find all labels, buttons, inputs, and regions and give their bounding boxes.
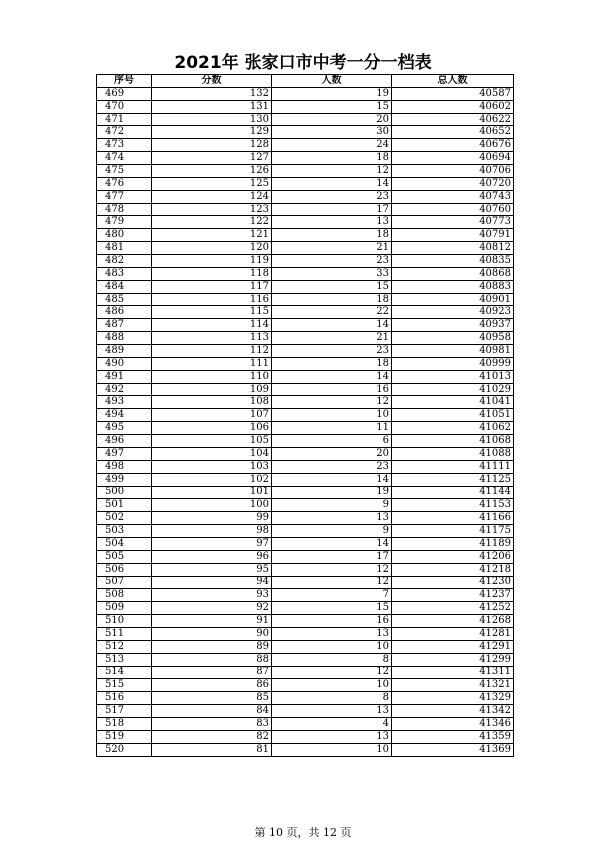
cell-seq: 471 — [97, 113, 152, 126]
cell-total: 41237 — [392, 589, 514, 602]
cell-seq: 509 — [97, 602, 152, 615]
cell-seq: 497 — [97, 447, 152, 460]
cell-seq: 514 — [97, 666, 152, 679]
cell-total: 40773 — [392, 216, 514, 229]
table-header-row — [97, 75, 514, 88]
cell-seq: 494 — [97, 409, 152, 422]
cell-seq: 478 — [97, 203, 152, 216]
cell-count: 13 — [272, 730, 392, 743]
cell-seq: 506 — [97, 563, 152, 576]
cell-count: 23 — [272, 190, 392, 203]
cell-total: 41088 — [392, 447, 514, 460]
cell-count: 14 — [272, 537, 392, 550]
cell-seq: 500 — [97, 486, 152, 499]
table-row — [97, 576, 514, 589]
table-row — [97, 383, 514, 396]
cell-score: 119 — [152, 255, 272, 268]
cell-score: 130 — [152, 113, 272, 126]
cell-count: 8 — [272, 653, 392, 666]
cell-total: 40602 — [392, 100, 514, 113]
cell-total: 41329 — [392, 692, 514, 705]
table-row — [97, 113, 514, 126]
cell-total: 40812 — [392, 242, 514, 255]
cell-count: 17 — [272, 550, 392, 563]
table-row — [97, 730, 514, 743]
cell-score: 108 — [152, 396, 272, 409]
table-row — [97, 100, 514, 113]
cell-score: 131 — [152, 100, 272, 113]
cell-score: 126 — [152, 165, 272, 178]
cell-count: 24 — [272, 139, 392, 152]
cell-count: 23 — [272, 345, 392, 358]
table-row — [97, 152, 514, 165]
cell-total: 41029 — [392, 383, 514, 396]
cell-score: 89 — [152, 640, 272, 653]
cell-seq: 482 — [97, 255, 152, 268]
cell-count: 9 — [272, 525, 392, 538]
table-row — [97, 177, 514, 190]
cell-score: 92 — [152, 602, 272, 615]
table-row — [97, 537, 514, 550]
cell-score: 93 — [152, 589, 272, 602]
cell-total: 41291 — [392, 640, 514, 653]
cell-score: 105 — [152, 435, 272, 448]
cell-score: 87 — [152, 666, 272, 679]
table-row — [97, 679, 514, 692]
cell-seq: 495 — [97, 422, 152, 435]
cell-total: 40835 — [392, 255, 514, 268]
cell-count: 14 — [272, 473, 392, 486]
table-row — [97, 460, 514, 473]
cell-count: 13 — [272, 512, 392, 525]
cell-count: 6 — [272, 435, 392, 448]
cell-seq: 510 — [97, 615, 152, 628]
cell-score: 125 — [152, 177, 272, 190]
cell-seq: 499 — [97, 473, 152, 486]
cell-total: 41268 — [392, 615, 514, 628]
table-row — [97, 589, 514, 602]
cell-total: 41359 — [392, 730, 514, 743]
cell-count: 9 — [272, 499, 392, 512]
cell-total: 40587 — [392, 87, 514, 100]
cell-seq: 515 — [97, 679, 152, 692]
table-row — [97, 640, 514, 653]
cell-count: 23 — [272, 255, 392, 268]
cell-seq: 503 — [97, 525, 152, 538]
cell-score: 98 — [152, 525, 272, 538]
cell-seq: 488 — [97, 332, 152, 345]
cell-seq: 512 — [97, 640, 152, 653]
table-row — [97, 512, 514, 525]
cell-count: 12 — [272, 576, 392, 589]
cell-score: 113 — [152, 332, 272, 345]
cell-score: 107 — [152, 409, 272, 422]
cell-count: 13 — [272, 627, 392, 640]
cell-count: 15 — [272, 280, 392, 293]
header-score: 分数 — [152, 75, 272, 88]
cell-seq: 501 — [97, 499, 152, 512]
table-row — [97, 615, 514, 628]
cell-total: 41311 — [392, 666, 514, 679]
cell-score: 132 — [152, 87, 272, 100]
cell-count: 30 — [272, 126, 392, 139]
cell-score: 86 — [152, 679, 272, 692]
cell-score: 88 — [152, 653, 272, 666]
table-row — [97, 280, 514, 293]
cell-total: 40958 — [392, 332, 514, 345]
cell-seq: 516 — [97, 692, 152, 705]
cell-seq: 520 — [97, 743, 152, 756]
table-row — [97, 692, 514, 705]
cell-seq: 492 — [97, 383, 152, 396]
cell-total: 41218 — [392, 563, 514, 576]
cell-seq: 507 — [97, 576, 152, 589]
cell-count: 33 — [272, 267, 392, 280]
cell-count: 18 — [272, 229, 392, 242]
page-title: 2021年 张家口市中考一分一档表 — [174, 53, 432, 73]
cell-count: 16 — [272, 615, 392, 628]
header-count: 人数 — [272, 75, 392, 88]
cell-seq: 476 — [97, 177, 152, 190]
cell-seq: 479 — [97, 216, 152, 229]
cell-seq: 517 — [97, 705, 152, 718]
cell-score: 129 — [152, 126, 272, 139]
cell-count: 20 — [272, 113, 392, 126]
cell-total: 40883 — [392, 280, 514, 293]
cell-seq: 469 — [97, 87, 152, 100]
cell-total: 41281 — [392, 627, 514, 640]
cell-seq: 496 — [97, 435, 152, 448]
cell-count: 14 — [272, 177, 392, 190]
cell-seq: 505 — [97, 550, 152, 563]
cell-total: 41013 — [392, 370, 514, 383]
cell-total: 40720 — [392, 177, 514, 190]
table-row — [97, 550, 514, 563]
cell-seq: 518 — [97, 717, 152, 730]
table-row — [97, 332, 514, 345]
cell-count: 7 — [272, 589, 392, 602]
cell-count: 20 — [272, 447, 392, 460]
cell-count: 13 — [272, 216, 392, 229]
cell-count: 11 — [272, 422, 392, 435]
cell-score: 81 — [152, 743, 272, 756]
cell-total: 40937 — [392, 319, 514, 332]
cell-total: 41051 — [392, 409, 514, 422]
cell-score: 94 — [152, 576, 272, 589]
cell-score: 90 — [152, 627, 272, 640]
cell-count: 18 — [272, 357, 392, 370]
cell-count: 8 — [272, 692, 392, 705]
cell-total: 41206 — [392, 550, 514, 563]
cell-score: 82 — [152, 730, 272, 743]
cell-count: 13 — [272, 705, 392, 718]
cell-score: 109 — [152, 383, 272, 396]
cell-score: 99 — [152, 512, 272, 525]
header-total: 总人数 — [392, 75, 514, 88]
cell-count: 16 — [272, 383, 392, 396]
cell-count: 12 — [272, 563, 392, 576]
cell-seq: 472 — [97, 126, 152, 139]
table-row — [97, 447, 514, 460]
cell-count: 19 — [272, 486, 392, 499]
cell-seq: 487 — [97, 319, 152, 332]
table-row — [97, 267, 514, 280]
cell-score: 96 — [152, 550, 272, 563]
cell-total: 40923 — [392, 306, 514, 319]
table-row — [97, 190, 514, 203]
cell-total: 41125 — [392, 473, 514, 486]
table-row — [97, 473, 514, 486]
header-seq: 序号 — [97, 75, 152, 88]
cell-total: 41175 — [392, 525, 514, 538]
cell-total: 41342 — [392, 705, 514, 718]
score-table — [96, 74, 514, 757]
cell-total: 40652 — [392, 126, 514, 139]
cell-score: 106 — [152, 422, 272, 435]
cell-score: 97 — [152, 537, 272, 550]
cell-score: 84 — [152, 705, 272, 718]
cell-total: 40901 — [392, 293, 514, 306]
cell-seq: 485 — [97, 293, 152, 306]
table-row — [97, 435, 514, 448]
cell-seq: 475 — [97, 165, 152, 178]
cell-count: 21 — [272, 242, 392, 255]
cell-score: 117 — [152, 280, 272, 293]
cell-seq: 473 — [97, 139, 152, 152]
cell-count: 21 — [272, 332, 392, 345]
table-row — [97, 370, 514, 383]
cell-score: 127 — [152, 152, 272, 165]
cell-seq: 474 — [97, 152, 152, 165]
table-row — [97, 602, 514, 615]
cell-total: 41369 — [392, 743, 514, 756]
cell-total: 41252 — [392, 602, 514, 615]
table-row — [97, 319, 514, 332]
cell-total: 41321 — [392, 679, 514, 692]
cell-seq: 484 — [97, 280, 152, 293]
cell-seq: 498 — [97, 460, 152, 473]
table-row — [97, 422, 514, 435]
cell-total: 40791 — [392, 229, 514, 242]
cell-seq: 486 — [97, 306, 152, 319]
cell-count: 23 — [272, 460, 392, 473]
cell-count: 4 — [272, 717, 392, 730]
table-row — [97, 653, 514, 666]
table-row — [97, 216, 514, 229]
table-row — [97, 255, 514, 268]
table-row — [97, 126, 514, 139]
table-row — [97, 705, 514, 718]
cell-seq: 491 — [97, 370, 152, 383]
cell-score: 95 — [152, 563, 272, 576]
cell-count: 18 — [272, 293, 392, 306]
cell-count: 10 — [272, 743, 392, 756]
table-row — [97, 563, 514, 576]
cell-score: 101 — [152, 486, 272, 499]
cell-seq: 493 — [97, 396, 152, 409]
cell-total: 40622 — [392, 113, 514, 126]
cell-count: 15 — [272, 602, 392, 615]
cell-score: 123 — [152, 203, 272, 216]
cell-count: 10 — [272, 679, 392, 692]
table-row — [97, 139, 514, 152]
cell-seq: 470 — [97, 100, 152, 113]
cell-score: 116 — [152, 293, 272, 306]
table-row — [97, 293, 514, 306]
cell-count: 22 — [272, 306, 392, 319]
cell-seq: 504 — [97, 537, 152, 550]
cell-score: 102 — [152, 473, 272, 486]
cell-score: 91 — [152, 615, 272, 628]
cell-count: 15 — [272, 100, 392, 113]
table-row — [97, 203, 514, 216]
cell-count: 14 — [272, 319, 392, 332]
cell-total: 40694 — [392, 152, 514, 165]
cell-total: 41230 — [392, 576, 514, 589]
cell-seq: 481 — [97, 242, 152, 255]
cell-seq: 490 — [97, 357, 152, 370]
cell-score: 120 — [152, 242, 272, 255]
table-row — [97, 396, 514, 409]
cell-total: 41068 — [392, 435, 514, 448]
cell-seq: 477 — [97, 190, 152, 203]
table-row — [97, 627, 514, 640]
cell-score: 128 — [152, 139, 272, 152]
cell-score: 112 — [152, 345, 272, 358]
cell-count: 10 — [272, 640, 392, 653]
cell-total: 41299 — [392, 653, 514, 666]
cell-seq: 519 — [97, 730, 152, 743]
cell-score: 124 — [152, 190, 272, 203]
cell-score: 100 — [152, 499, 272, 512]
cell-total: 41166 — [392, 512, 514, 525]
cell-total: 41189 — [392, 537, 514, 550]
table-row — [97, 499, 514, 512]
cell-score: 85 — [152, 692, 272, 705]
table-row — [97, 165, 514, 178]
cell-count: 14 — [272, 370, 392, 383]
cell-total: 40760 — [392, 203, 514, 216]
table-row — [97, 717, 514, 730]
cell-score: 83 — [152, 717, 272, 730]
cell-count: 17 — [272, 203, 392, 216]
cell-score: 121 — [152, 229, 272, 242]
cell-total: 41041 — [392, 396, 514, 409]
cell-total: 41062 — [392, 422, 514, 435]
cell-score: 103 — [152, 460, 272, 473]
cell-score: 111 — [152, 357, 272, 370]
cell-seq: 511 — [97, 627, 152, 640]
page-footer: 第 10 页，共 12 页 — [254, 826, 352, 839]
table-body — [97, 87, 514, 756]
cell-score: 118 — [152, 267, 272, 280]
cell-count: 12 — [272, 666, 392, 679]
table-row — [97, 242, 514, 255]
table-row — [97, 345, 514, 358]
cell-score: 104 — [152, 447, 272, 460]
table-row — [97, 666, 514, 679]
cell-total: 40743 — [392, 190, 514, 203]
cell-seq: 502 — [97, 512, 152, 525]
cell-count: 10 — [272, 409, 392, 422]
table-row — [97, 743, 514, 756]
cell-total: 40676 — [392, 139, 514, 152]
cell-score: 122 — [152, 216, 272, 229]
cell-score: 114 — [152, 319, 272, 332]
cell-score: 110 — [152, 370, 272, 383]
cell-seq: 480 — [97, 229, 152, 242]
table-row — [97, 409, 514, 422]
cell-total: 41111 — [392, 460, 514, 473]
table-row — [97, 486, 514, 499]
cell-seq: 508 — [97, 589, 152, 602]
cell-score: 115 — [152, 306, 272, 319]
cell-seq: 483 — [97, 267, 152, 280]
cell-total: 40981 — [392, 345, 514, 358]
cell-count: 18 — [272, 152, 392, 165]
cell-seq: 489 — [97, 345, 152, 358]
cell-total: 40706 — [392, 165, 514, 178]
cell-count: 12 — [272, 165, 392, 178]
cell-total: 41153 — [392, 499, 514, 512]
table-row — [97, 87, 514, 100]
cell-total: 40868 — [392, 267, 514, 280]
cell-count: 19 — [272, 87, 392, 100]
cell-total: 40999 — [392, 357, 514, 370]
table-row — [97, 525, 514, 538]
table-row — [97, 357, 514, 370]
cell-total: 41144 — [392, 486, 514, 499]
cell-total: 41346 — [392, 717, 514, 730]
cell-seq: 513 — [97, 653, 152, 666]
table-row — [97, 306, 514, 319]
cell-count: 12 — [272, 396, 392, 409]
table-row — [97, 229, 514, 242]
